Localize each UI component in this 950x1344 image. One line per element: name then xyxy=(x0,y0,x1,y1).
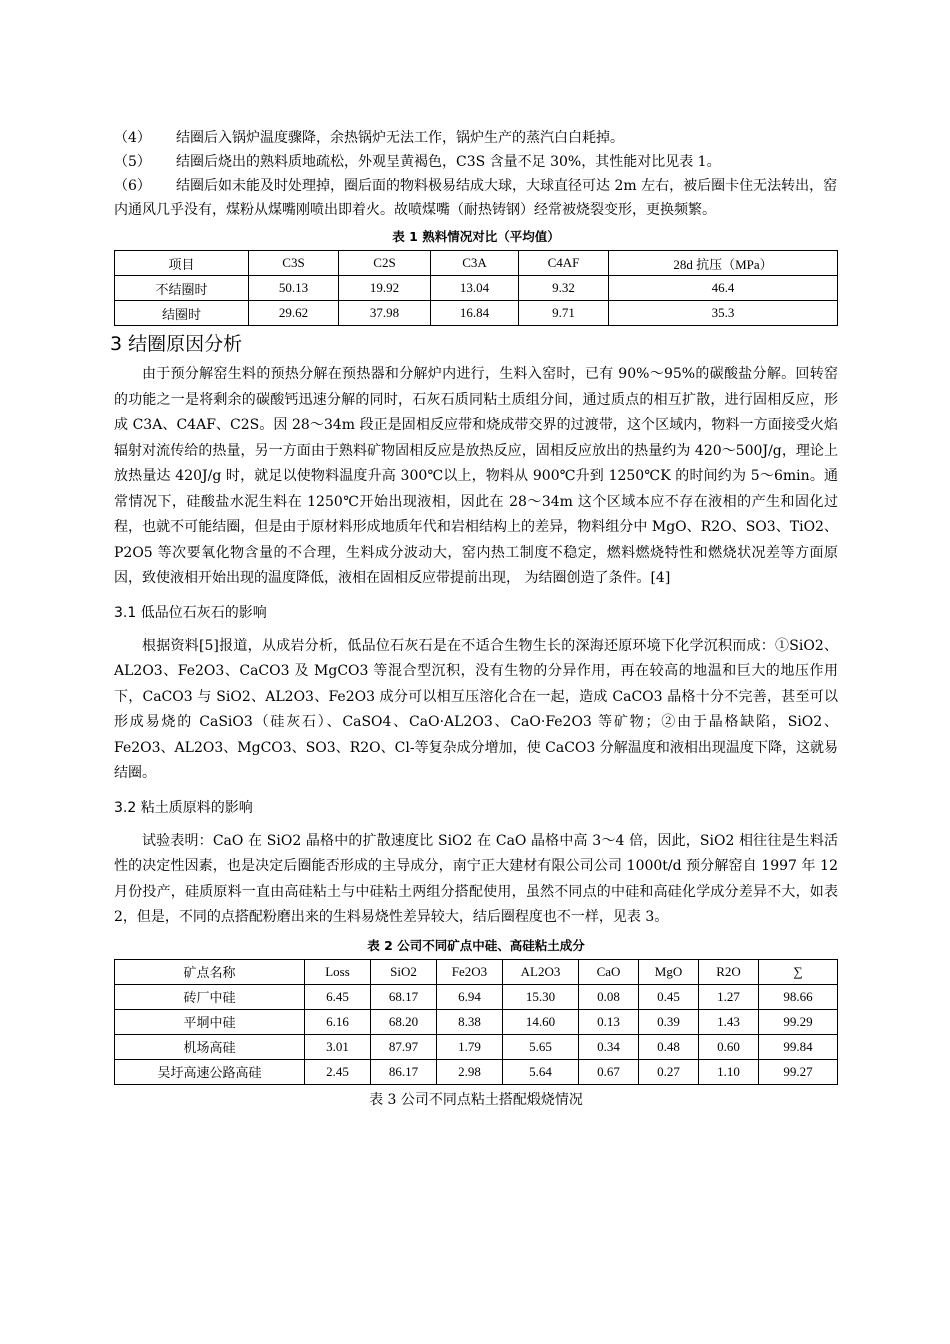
table-header-cell: C3A xyxy=(431,251,519,276)
table-cell: 29.62 xyxy=(249,301,339,326)
table3-caption: 表 3 公司不同点粘土搭配煅烧情况 xyxy=(369,1091,583,1108)
table-header-cell: ∑ xyxy=(759,959,838,984)
table-cell: 砖厂中硅 xyxy=(115,984,305,1009)
table-row xyxy=(115,1034,838,1059)
table-cell: 2.45 xyxy=(305,1059,371,1084)
table-row xyxy=(115,301,838,326)
content-area xyxy=(110,126,838,1113)
table-header-cell: C3S xyxy=(249,251,339,276)
item-text: 结圈后如未能及时处理掉，圈后面的物料极易结成大球，大球直径可达 2m 左右，被后圈卡住无法转出，窑内通风几乎没有，煤粉从煤嘴刚喷出即着火。故喷煤嘴（耐热铸钢）经常被烧裂变形，更换频繁。 xyxy=(114,178,838,218)
table-header-row xyxy=(115,251,838,276)
table-cell: 68.20 xyxy=(371,1009,437,1034)
table-cell: 50.13 xyxy=(249,276,339,301)
item-number: （5） xyxy=(114,154,151,170)
table-header-cell: R2O xyxy=(699,959,759,984)
table1-caption: 表 1 熟料情况对比（平均值） xyxy=(392,229,560,244)
table-cell: 6.16 xyxy=(305,1009,371,1034)
table-cell: 9.32 xyxy=(519,276,609,301)
table-cell: 0.08 xyxy=(579,984,639,1009)
table-cell: 19.92 xyxy=(339,276,431,301)
subsection-heading: 3.2 粘土质原料的影响 xyxy=(114,799,253,816)
table-cell: 68.17 xyxy=(371,984,437,1009)
item-number: （6） xyxy=(114,178,151,194)
table-header-cell: C2S xyxy=(339,251,431,276)
subsection-heading: 3.1 低品位石灰石的影响 xyxy=(114,604,267,621)
table-cell: 2.98 xyxy=(437,1059,503,1084)
table-header-cell: MgO xyxy=(639,959,699,984)
table-cell: 平垌中硅 xyxy=(115,1009,305,1034)
table-cell: 37.98 xyxy=(339,301,431,326)
table-cell: 6.94 xyxy=(437,984,503,1009)
table-cell: 0.27 xyxy=(639,1059,699,1084)
table1 xyxy=(114,250,838,326)
table-cell: 99.27 xyxy=(759,1059,838,1084)
table-cell: 6.45 xyxy=(305,984,371,1009)
table-cell: 13.04 xyxy=(431,276,519,301)
table-cell: 0.48 xyxy=(639,1034,699,1059)
table-header-cell: Fe2O3 xyxy=(437,959,503,984)
list-item xyxy=(114,174,838,222)
section-heading: 3 结圈原因分析 xyxy=(110,333,243,355)
table-cell: 3.01 xyxy=(305,1034,371,1059)
table-row xyxy=(115,1009,838,1034)
list-item xyxy=(114,126,838,150)
table-header-cell: 28d 抗压（MPa） xyxy=(609,251,838,276)
body-paragraph: 由于预分解窑生料的预热分解在预热器和分解炉内进行，生料入窑时，已有 90%～95%的碳酸盐分解。回转窑的功能之一是将剩余的碳酸钙迅速分解的同时，石灰石质同粘土质组分间，通过质点的相互扩散，进行固相反应，形成 C3A、C4AF、C2S。因 28～34m 段正是固相反应带和烧成带交界的过渡带，这个区域内，物料一方面接受火焰辐射对流传给的热量，另一方面由于熟料矿物固相反应是放热反应，固相反应放出的热量约为 420～500J/g，理论上放热量达 420J/g 时，就足以使物料温度升高 300℃以上，物料从 900℃升到 1250℃K 的时间约为 5～6min。通常情况下，硅酸盐水泥生料在 1250℃开始出现液相，因此在 28～34m 这个区域本应不存在液相的产生和固化过程，也就不可能结圈，但是由于原材料形成地质年代和岩相结构上的差异，物料组分中 MgO、R2O、SO3、TiO2、P2O5 等次要氧化物含量的不合理，生料成分波动大，窑内热工制度不稳定，燃料燃烧特性和燃烧状况差等方面原因，致使液相开始出现的温度降低，液相在固相反应带提前出现， 为结圈创造了条件。[4] xyxy=(114,366,838,586)
table-header-cell: 项目 xyxy=(115,251,249,276)
table-cell: 1.27 xyxy=(699,984,759,1009)
table-cell: 46.4 xyxy=(609,276,838,301)
table-cell: 99.29 xyxy=(759,1009,838,1034)
table-header-cell: 矿点名称 xyxy=(115,959,305,984)
item-number: （4） xyxy=(114,130,151,146)
table-cell: 0.34 xyxy=(579,1034,639,1059)
table-cell: 16.84 xyxy=(431,301,519,326)
table-cell: 5.64 xyxy=(503,1059,579,1084)
table-row xyxy=(115,276,838,301)
table-header-row xyxy=(115,959,838,984)
table-cell: 结圈时 xyxy=(115,301,249,326)
list-item xyxy=(114,150,838,174)
table2-caption: 表 2 公司不同矿点中硅、高硅粘土成分 xyxy=(367,937,585,953)
table-row xyxy=(115,984,838,1009)
item-text: 结圈后烧出的熟料质地疏松，外观呈黄褐色，C3S 含量不足 30%，其性能对比见表 1。 xyxy=(176,154,721,170)
table-cell: 1.10 xyxy=(699,1059,759,1084)
table-cell: 9.71 xyxy=(519,301,609,326)
table-cell: 机场高硅 xyxy=(115,1034,305,1059)
table-cell: 35.3 xyxy=(609,301,838,326)
table-cell: 1.79 xyxy=(437,1034,503,1059)
table-cell: 86.17 xyxy=(371,1059,437,1084)
body-paragraph: 试验表明：CaO 在 SiO2 晶格中的扩散速度比 SiO2 在 CaO 晶格中高 3～4 倍，因此，SiO2 相往往是生料活性的决定性因素，也是决定后圈能否形成的主导成分，南宁正大建材有限公司公司 1000t/d 预分解窑自 1997 年 12 月份投产，硅质原料一直由高硅粘土与中硅粘土两组分搭配使用，虽然不同点的中硅和高硅化学成分差异不大，如表 2，但是，不同的点搭配粉磨出来的生料易烧性差异较大，结后圈程度也不一样，见表 3。 xyxy=(114,832,838,925)
table-cell: 1.43 xyxy=(699,1009,759,1034)
list-items xyxy=(114,126,838,222)
body-paragraph: 根据资料[5]报道，从成岩分析，低品位石灰石是在不适合生物生长的深海还原环境下化学沉积而成：①SiO2、AL2O3、Fe2O3、CaCO3 及 MgCO3 等混合型沉积，没有生物的分异作用，再在较高的地温和巨大的地压作用下，CaCO3 与 SiO2、AL2O3、Fe2O3 成分可以相互压溶化合在一起，造成 CaCO3 晶格十分不完善，甚至可以形成易烧的 CaSiO3（硅灰石）、CaSO4、CaO·AL2O3、CaO·Fe2O3 等矿物；②由于晶格缺陷，SiO2、Fe2O3、AL2O3、MgCO3、SO3、R2O、Cl-等复杂成分增加，使 CaCO3 分解温度和液相出现温度下降，这就易结圈。 xyxy=(114,637,838,781)
table-cell: 不结圈时 xyxy=(115,276,249,301)
table-cell: 98.66 xyxy=(759,984,838,1009)
table-cell: 8.38 xyxy=(437,1009,503,1034)
table-cell: 0.45 xyxy=(639,984,699,1009)
table-header-cell: Loss xyxy=(305,959,371,984)
table-cell: 0.67 xyxy=(579,1059,639,1084)
table2 xyxy=(114,959,838,1085)
table-header-cell: CaO xyxy=(579,959,639,984)
table-cell: 0.60 xyxy=(699,1034,759,1059)
table-cell: 87.97 xyxy=(371,1034,437,1059)
table-header-cell: C4AF xyxy=(519,251,609,276)
item-text: 结圈后入锅炉温度骤降，余热锅炉无法工作，锅炉生产的蒸汽白白耗掉。 xyxy=(176,130,624,146)
table-row xyxy=(115,1059,838,1084)
table-cell: 99.84 xyxy=(759,1034,838,1059)
table-cell: 0.39 xyxy=(639,1009,699,1034)
table-cell: 15.30 xyxy=(503,984,579,1009)
table-cell: 0.13 xyxy=(579,1009,639,1034)
table-cell: 吴圩高速公路高硅 xyxy=(115,1059,305,1084)
table-header-cell: SiO2 xyxy=(371,959,437,984)
table-header-cell: AL2O3 xyxy=(503,959,579,984)
table-cell: 14.60 xyxy=(503,1009,579,1034)
table-cell: 5.65 xyxy=(503,1034,579,1059)
